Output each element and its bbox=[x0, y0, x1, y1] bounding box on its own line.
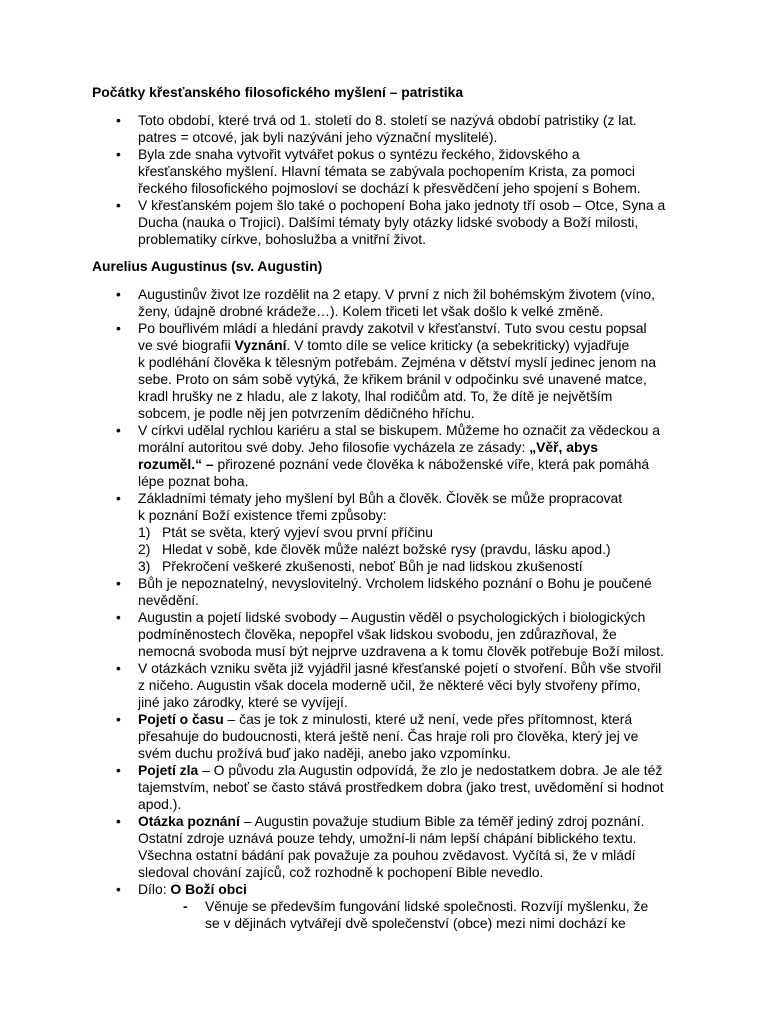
bullet-icon: • bbox=[116, 197, 121, 213]
bullet-icon: • bbox=[116, 660, 121, 676]
list-item: • Otázka poznání – Augustin považuje studium Bible za téměř jediný zdroj poznání. Ostatní zdroje uznává pouze tehdy, umožní-li nám lepší chápání biblického textu. Všechna ostatní bádání pak považuje za pouhou zvědavost. Vyčítá si, že v mládí sledoval chování zajíců, což rozhodně k pochopení Bible nevedlo. bbox=[116, 813, 645, 880]
bullet-icon: • bbox=[116, 711, 121, 727]
list-item: • V církvi udělal rychlou kariéru a stal se biskupem. Můžeme ho označit za vědeckou a morální autoritou své doby. Jeho filosofie vycházela ze zásady: „Věř, abys rozuměl.“ – přirozené poznání vede člověka k náboženské víře, která pak pomáhá lépe poznat boha. bbox=[116, 422, 660, 489]
bullet-icon: • bbox=[116, 575, 121, 591]
bullet-icon: • bbox=[116, 422, 121, 438]
list-item: • Byla zde snaha vytvořit vytvářet pokus o syntézu řeckého, židovského a křesťanského myšlení. Hlavní témata se zabývala pochopením Krista, za pomoci řeckého filosofického pojmosloví se dochází k přesvědčení jeho spojení s Bohem. bbox=[116, 146, 641, 196]
augustinus-list bbox=[0, 286, 768, 932]
numbered-item: 2) Hledat v sobě, kde člověk může nalézt božské rysy (pravdu, lásku apod.) bbox=[138, 541, 611, 557]
list-item: • V otázkách vzniku světa již vyjádřil jasné křesťanské pojetí o stvoření. Bůh vše stvořil z ničeho. Augustin však docela moderně učil, že některé věci byly stvořeny přímo, jiné jako zárodky, které se vyvíjejí. bbox=[116, 660, 662, 710]
heading-augustinus: Aurelius Augustinus (sv. Augustin) bbox=[92, 258, 323, 274]
list-item: • Základními tématy jeho myšlení byl Bůh a člověk. Člověk se může propracovat k poznání Boží existence třemi způsoby: bbox=[116, 490, 623, 523]
bullet-icon: • bbox=[116, 490, 121, 506]
bullet-icon: • bbox=[116, 320, 121, 336]
list-item: • Bůh je nepoznatelný, nevyslovitelný. Vrcholem lidského poznání o Bohu je poučené nevědění. bbox=[116, 575, 652, 608]
bullet-icon: • bbox=[116, 881, 121, 897]
list-item: • Augustinův život lze rozdělit na 2 etapy. V první z nich žil bohémským životem (víno, ženy, údajně drobné krádeže…). Kolem třiceti let však došlo k velké změně. bbox=[116, 286, 656, 319]
numbered-item: 1) Ptát se světa, který vyjeví svou první příčinu bbox=[138, 524, 433, 540]
bullet-icon: • bbox=[116, 146, 121, 162]
list-item: • Pojetí zla – O původu zla Augustin odpovídá, že zlo je nedostatkem dobra. Je ale též tajemstvím, neboť se často stává prostředkem dobra (jako trest, uvědomění si hodnot apod.). bbox=[116, 762, 664, 812]
bullet-icon: • bbox=[116, 286, 121, 302]
numbered-list bbox=[0, 524, 768, 575]
bullet-icon: • bbox=[116, 112, 121, 128]
bullet-icon: • bbox=[116, 813, 121, 829]
list-item: • Dílo: O Boží obci bbox=[116, 881, 247, 897]
list-item: • Toto období, které trvá od 1. století do 8. století se nazývá období patristiky (z lat. patres = otcové, jak byli nazýváni jeho význační myslitelé). bbox=[116, 112, 637, 145]
list-item: • Augustin a pojetí lidské svobody – Augustin věděl o psychologických i biologických podmíněnostech člověka, nepopřel však lidskou svobodu, jen zdůrazňoval, že nemocná svoboda musí být nejprve uzdravena a k tomu člověk potřebuje Boží milost. bbox=[116, 609, 664, 659]
list-item: • Po bouřlivém mládí a hledání pravdy zakotvil v křesťanství. Tuto svou cestu popsal ve své biografii Vyznání. V tomto díle se velice kriticky (a sebekriticky) vyjadřuje k podléhání člověka k tělesným potřebám. Zejména v dětství myslí jedinec jenom na sebe. Proto on sám sobě vytýká, že křikem bránil v odpočinku své unavené matce, kradl hrušky ne z hladu, ale z lakoty, lhal rodičům atd. To, že dítě je největším sobcem, je podle něj jen potvrzením dědičného hříchu. bbox=[116, 320, 657, 421]
dash-bullet: - bbox=[183, 898, 188, 914]
bullet-icon: • bbox=[116, 609, 121, 625]
patristika-list bbox=[0, 112, 768, 248]
heading-patristika: Počátky křesťanského filosofického myšlení – patristika bbox=[92, 84, 464, 100]
vyznani-title: Vyznání bbox=[234, 337, 287, 353]
numbered-item: 3) Překročení veškeré zkušenosti, neboť Bůh je nad lidskou zkušeností bbox=[138, 558, 583, 574]
sub-list-item: - Věnuje se především fungování lidské společnosti. Rozvíjí myšlenku, že se v dějinách vytvářejí dvě společenství (obce) mezi nimi dochází ke bbox=[183, 898, 649, 931]
list-item: • Pojetí o času – čas je tok z minulosti, které už není, vede přes přítomnost, která přesahuje do budoucnosti, která ještě není. Čas hraje roli pro člověka, který jej ve svém duchu prožívá buď jako naději, anebo jako vzpomínku. bbox=[116, 711, 639, 761]
list-item: • V křesťanském pojem šlo také o pochopení Boha jako jednoty tří osob – Otce, Syna a Ducha (nauka o Trojici). Dalšími tématy byly otázky lidské svobody a Boží milosti, problematiky církve, bohoslužba a vnitřní život. bbox=[116, 197, 666, 247]
bullet-icon: • bbox=[116, 762, 121, 778]
